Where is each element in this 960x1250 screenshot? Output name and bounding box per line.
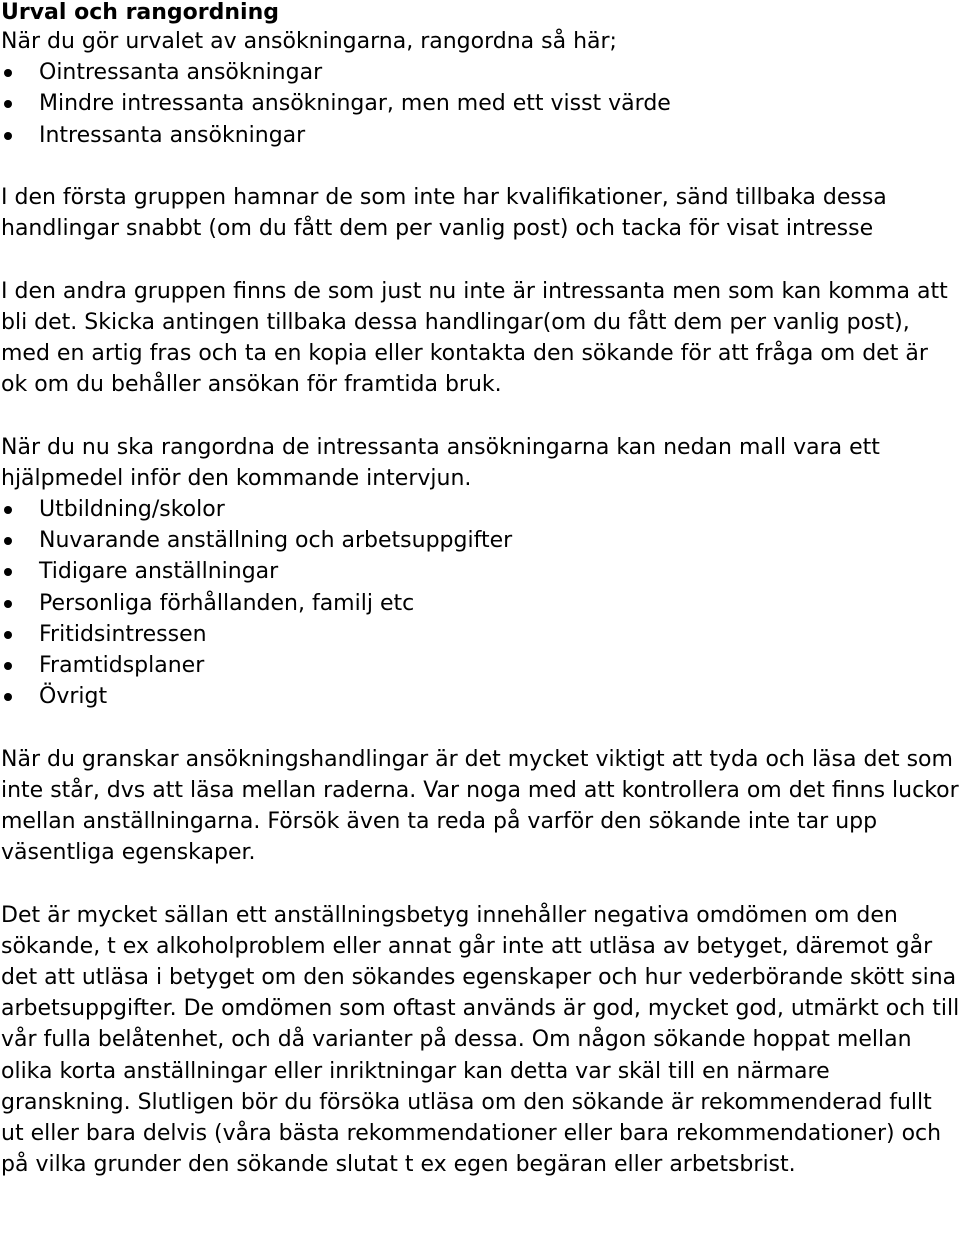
list-item-label: Övrigt xyxy=(39,684,108,710)
list-item-label: Personliga förhållanden, familj etc xyxy=(39,590,415,616)
list-item xyxy=(1,494,960,525)
bullet-icon xyxy=(4,568,12,576)
paragraph-spacer xyxy=(1,151,960,182)
paragraph-spacer xyxy=(1,400,960,431)
list-item-label: Intressanta ansökningar xyxy=(39,122,306,148)
bullet-icon xyxy=(4,600,12,608)
paragraph-spacer xyxy=(1,868,960,899)
bullet-icon xyxy=(4,132,12,140)
bullet-icon xyxy=(4,537,12,545)
paragraph-spacer xyxy=(1,244,960,275)
paragraph-first-group: I den första gruppen hamnar de som inte har kvalifikationer, sänd tillbaka dessa handlingar snabbt (om du fått dem per vanlig post) och tacka för visat intresse xyxy=(1,185,887,242)
list-item xyxy=(1,619,960,650)
bullet-icon xyxy=(4,69,12,77)
bullet-icon xyxy=(4,506,12,514)
intro-text: När du gör urvalet av ansökningarna, rangordna så här; xyxy=(1,29,617,54)
paragraph-references: Det är mycket sällan ett anställningsbetyg innehåller negativa omdömen om den sökande, t ex alkoholproblem eller annat går inte att utläsa av betyget, däremot går det att utläsa i betyget om den sökandes egenskaper och hur vederbörande skött sina arbetsuppgifter. De omdömen som oftast används är god, mycket god, utmärkt och till vår fulla belåtenhet, och då varianter på dessa. Om någon sökande hoppat mellan olika korta anställningar eller inriktningar kan detta var skäl till en närmare granskning. Slutligen bör du försöka utläsa om den sökande är rekommenderad fullt ut eller bara delvis (våra bästa rekommendationer eller bara rekommendationer) och på vilka grunder den sökande slutat t ex egen begäran eller arbetsbrist. xyxy=(1,902,960,1178)
list-item-label: Tidigare anställningar xyxy=(39,559,279,585)
bullet-icon xyxy=(4,662,12,670)
list-item xyxy=(1,556,960,587)
bullet-icon xyxy=(4,693,12,701)
bullet-icon xyxy=(4,631,12,639)
list-item-label: Nuvarande anställning och arbetsuppgifter xyxy=(39,528,513,554)
bullet-icon xyxy=(4,100,12,108)
list-item xyxy=(1,588,960,619)
list-item-label: Utbildning/skolor xyxy=(39,497,225,522)
list-item-label: Mindre intressanta ansökningar, men med ett visst värde xyxy=(39,91,671,117)
ranking-list xyxy=(1,57,960,151)
paragraph-template-intro: När du nu ska rangordna de intressanta ansökningarna kan nedan mall vara ett hjälpmedel inför den kommande intervjun. xyxy=(1,434,880,491)
list-item xyxy=(1,681,960,712)
page-heading: Urval och rangordning xyxy=(1,0,280,25)
list-item xyxy=(1,57,960,88)
paragraph-second-group: I den andra gruppen finns de som just nu inte är intressanta men som kan komma att bli det. Skicka antingen tillbaka dessa handlingar(om du fått dem per vanlig post), med en artig fras och ta en kopia eller kontakta den sökande för att fråga om det är ok om du behåller ansökan för framtida bruk. xyxy=(1,278,948,398)
list-item xyxy=(1,525,960,556)
list-item-label: Framtidsplaner xyxy=(39,653,205,679)
list-item-label: Fritidsintressen xyxy=(39,621,207,647)
list-item xyxy=(1,120,960,151)
list-item-label: Ointressanta ansökningar xyxy=(39,60,323,86)
template-list xyxy=(1,494,960,712)
paragraph-spacer xyxy=(1,712,960,743)
list-item xyxy=(1,650,960,681)
list-item xyxy=(1,88,960,119)
paragraph-review: När du granskar ansökningshandlingar är det mycket viktigt att tyda och läsa det som inte står, dvs att läsa mellan raderna. Var noga med att kontrollera om det finns luckor mellan anställningarna. Försök även ta reda på varför den sökande inte tar upp väsentliga egenskaper. xyxy=(1,746,959,866)
